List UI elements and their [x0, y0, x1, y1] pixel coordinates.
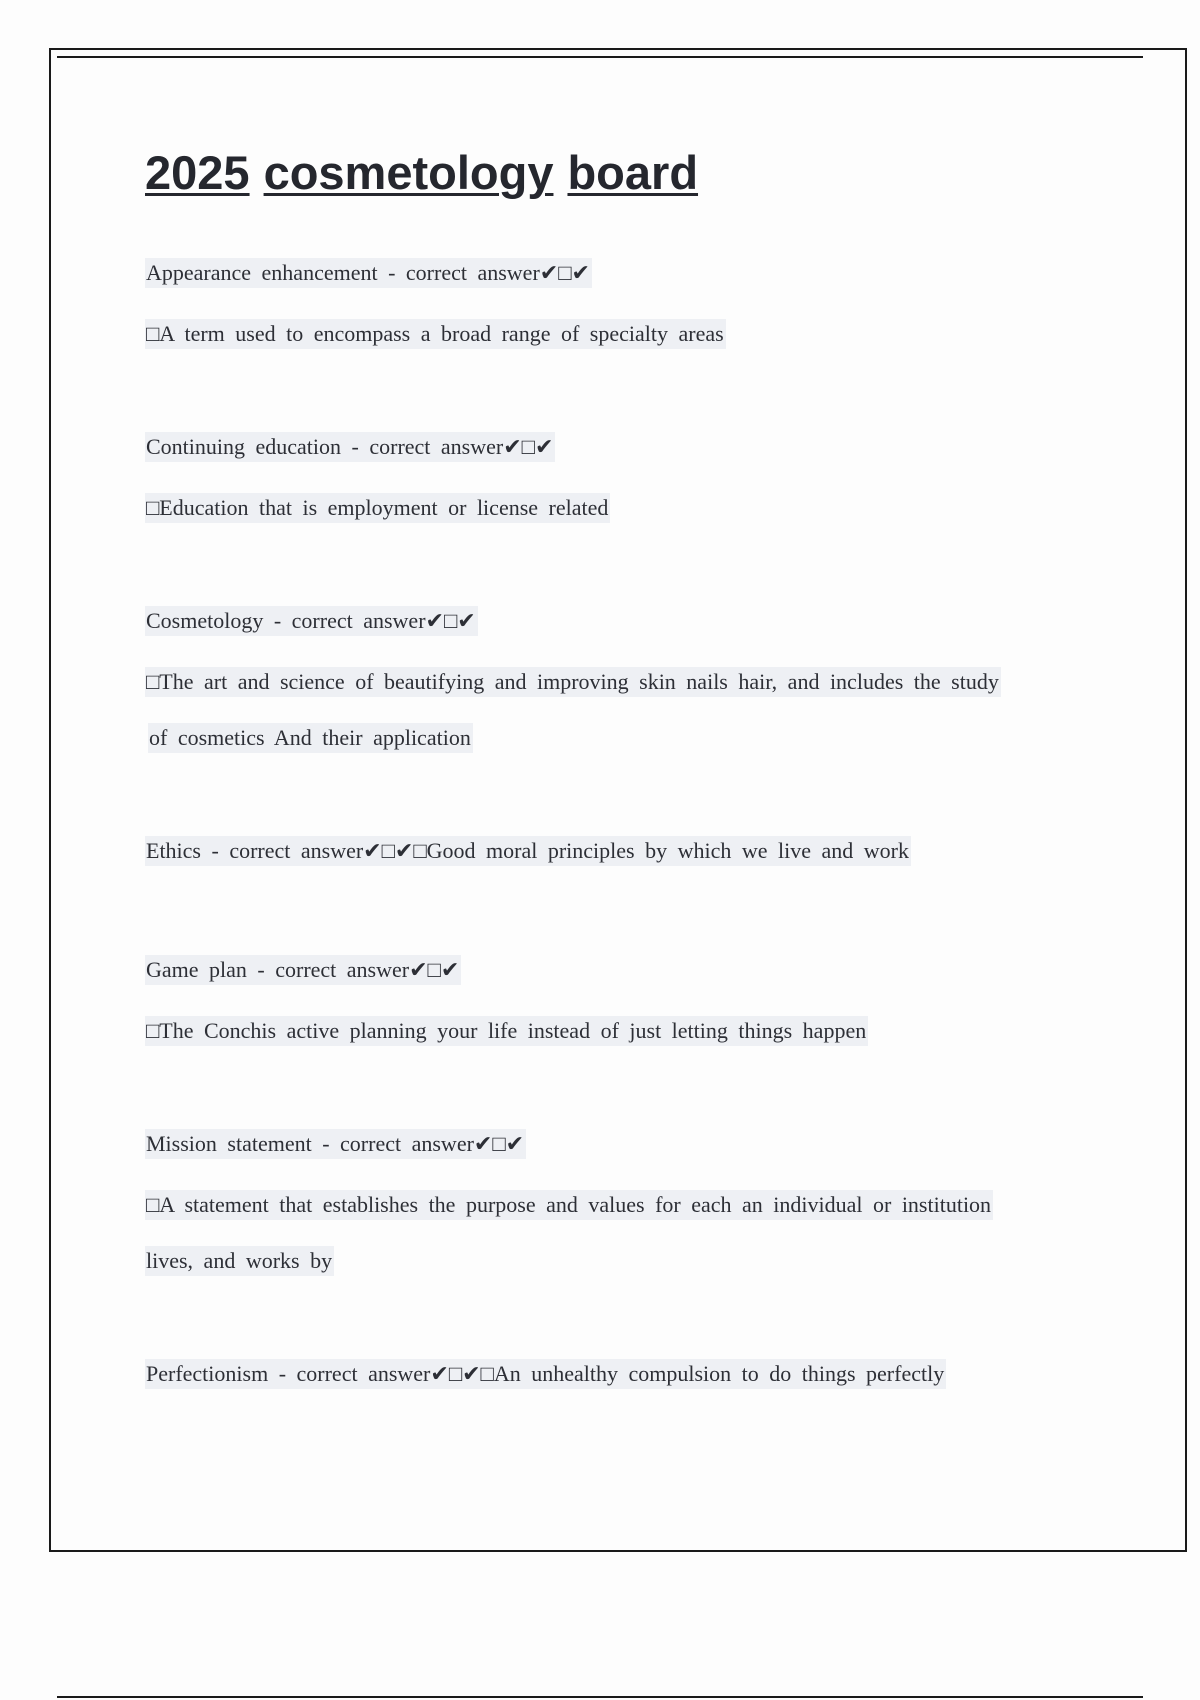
definition-game-plan: □The Conchis active planning your life instead of just letting things happen — [145, 1016, 868, 1046]
term-perfectionism: Perfectionism - correct answer✔□✔□An unhealthy compulsion to do things perfectly — [145, 1359, 946, 1389]
term-mission-statement: Mission statement - correct answer✔□✔ — [145, 1129, 526, 1159]
term-appearance-enhancement: Appearance enhancement - correct answer✔□✔ — [145, 258, 592, 288]
title-word-year: 2025 — [145, 146, 250, 199]
term-ethics: Ethics - correct answer✔□✔□Good moral principles by which we live and work — [145, 836, 911, 866]
definition-continuing-education: □Education that is employment or license related — [145, 493, 610, 523]
document-title — [145, 145, 698, 201]
definition-cosmetology-line-1: □The art and science of beautifying and improving skin nails hair, and includes the study — [145, 667, 1001, 697]
title-word-subject: cosmetology — [263, 146, 554, 199]
definition-mission-statement-line-2: lives, and works by — [145, 1246, 334, 1276]
bottom-divider — [57, 1696, 1143, 1698]
definition-appearance-enhancement: □A term used to encompass a broad range of specialty areas — [145, 319, 726, 349]
term-cosmetology: Cosmetology - correct answer✔□✔ — [145, 606, 478, 636]
term-game-plan: Game plan - correct answer✔□✔ — [145, 955, 461, 985]
definition-mission-statement-line-1: □A statement that establishes the purpose and values for each an individual or institution — [145, 1190, 993, 1220]
definition-cosmetology-line-2: of cosmetics And their application — [148, 723, 473, 753]
term-continuing-education: Continuing education - correct answer✔□✔ — [145, 432, 555, 462]
top-divider — [57, 56, 1143, 58]
title-word-board: board — [567, 146, 699, 199]
